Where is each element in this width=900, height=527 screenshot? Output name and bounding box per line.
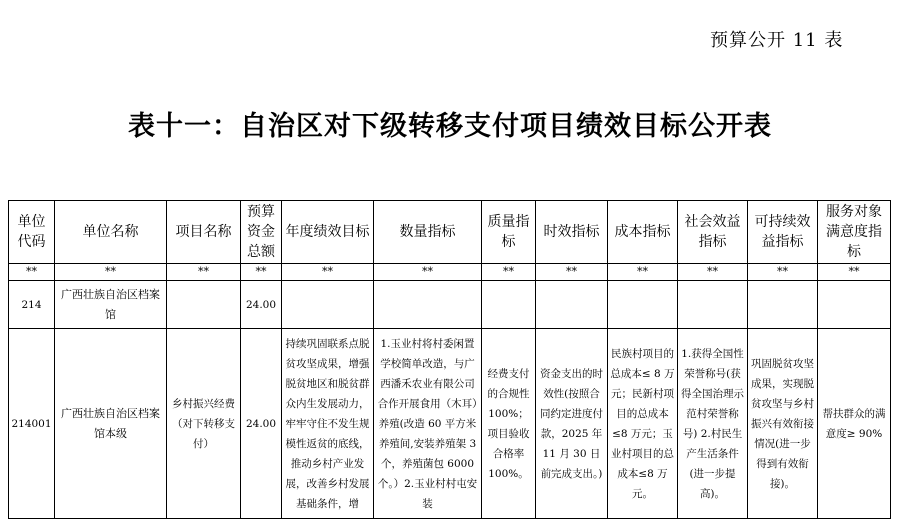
placeholder-cell: ** bbox=[678, 264, 748, 281]
annual-goal-cell bbox=[282, 281, 374, 329]
header-cell: 社会效益指标 bbox=[678, 201, 748, 264]
placeholder-cell: ** bbox=[241, 264, 282, 281]
quantity-cell bbox=[374, 281, 482, 329]
placeholder-cell: ** bbox=[536, 264, 608, 281]
satisfaction-cell bbox=[818, 281, 891, 329]
header-cell: 预算资金总额 bbox=[241, 201, 282, 264]
quantity-text: 1.玉业村将村委闲置学校简单改造，与广西潘禾农业有限公司 合作开展食用（木耳）养殖(改造 60 平方米养殖间,安装养殖架 3 个，养殖菌包 6000 个。）2.玉业村村屯安装 bbox=[377, 337, 478, 510]
placeholder-cell: ** bbox=[748, 264, 818, 281]
sustainable-benefit-cell bbox=[748, 281, 818, 329]
placeholder-cell: ** bbox=[608, 264, 678, 281]
placeholder-row bbox=[9, 264, 891, 281]
placeholder-cell: ** bbox=[282, 264, 374, 281]
unit-name-cell: 广西壮族自治区档案馆 bbox=[55, 281, 167, 329]
header-cell: 时效指标 bbox=[536, 201, 608, 264]
quality-cell bbox=[482, 281, 536, 329]
header-cell: 项目名称 bbox=[167, 201, 241, 264]
header-cell: 单位代码 bbox=[9, 201, 55, 264]
header-cell: 年度绩效目标 bbox=[282, 201, 374, 264]
table-header-row bbox=[9, 201, 891, 264]
page-number-label: 预算公开 11 表 bbox=[710, 30, 844, 51]
sustainable-benefit-cell: 巩固脱贫攻坚成果，实现脱贫攻坚与乡村振兴有效衔接情况(进一步得到有效衔接)。 bbox=[748, 329, 818, 519]
table-row bbox=[9, 329, 891, 519]
unit-code-cell: 214001 bbox=[9, 329, 55, 519]
header-cell: 服务对象满意度指标 bbox=[818, 201, 891, 264]
placeholder-cell: ** bbox=[482, 264, 536, 281]
header-cell: 成本指标 bbox=[608, 201, 678, 264]
page-title: 表十一：自治区对下级转移支付项目绩效目标公开表 bbox=[128, 111, 772, 142]
performance-target-table bbox=[8, 200, 891, 519]
quantity-cell bbox=[374, 329, 482, 519]
cost-cell: 民族村项目的总成本≤ 8 万元；民新村项目的总成本≤8 万元；玉业村项目的总成本≤8 万元。 bbox=[608, 329, 678, 519]
timeliness-cell: 资金支出的时效性(按照合同约定进度付款，2025 年 11 月 30 日前完成支出。) bbox=[536, 329, 608, 519]
budget-cell: 24.00 bbox=[241, 329, 282, 519]
social-benefit-cell bbox=[678, 281, 748, 329]
quality-cell: 经费支付的合规性 100%；项目验收合格率 100%。 bbox=[482, 329, 536, 519]
unit-name-cell: 广西壮族自治区档案馆本级 bbox=[55, 329, 167, 519]
placeholder-cell: ** bbox=[374, 264, 482, 281]
placeholder-cell: ** bbox=[818, 264, 891, 281]
annual-goal-text: 持续巩固联系点脱贫攻坚成果，增强脱贫地区和脱贫群众内生发展动力，牢牢守住不发生规模性返贫的底线，推动乡村产业发展，改善乡村发展基础条件，增 bbox=[285, 337, 370, 510]
header-cell: 数量指标 bbox=[374, 201, 482, 264]
header-cell: 单位名称 bbox=[55, 201, 167, 264]
budget-cell: 24.00 bbox=[241, 281, 282, 329]
timeliness-cell bbox=[536, 281, 608, 329]
header-cell: 可持续效益指标 bbox=[748, 201, 818, 264]
header-cell: 质量指标 bbox=[482, 201, 536, 264]
project-name-cell: 乡村振兴经费（对下转移支付） bbox=[167, 329, 241, 519]
table-row bbox=[9, 281, 891, 329]
social-benefit-cell: 1.获得全国性荣誉称号(获得全国治理示范村荣誉称号) 2.村民生产生活条件(进一步提高)。 bbox=[678, 329, 748, 519]
project-name-cell bbox=[167, 281, 241, 329]
annual-goal-cell bbox=[282, 329, 374, 519]
placeholder-cell: ** bbox=[55, 264, 167, 281]
placeholder-cell: ** bbox=[9, 264, 55, 281]
placeholder-cell: ** bbox=[167, 264, 241, 281]
cost-cell bbox=[608, 281, 678, 329]
satisfaction-cell: 帮扶群众的满意度≥ 90% bbox=[818, 329, 891, 519]
unit-code-cell: 214 bbox=[9, 281, 55, 329]
